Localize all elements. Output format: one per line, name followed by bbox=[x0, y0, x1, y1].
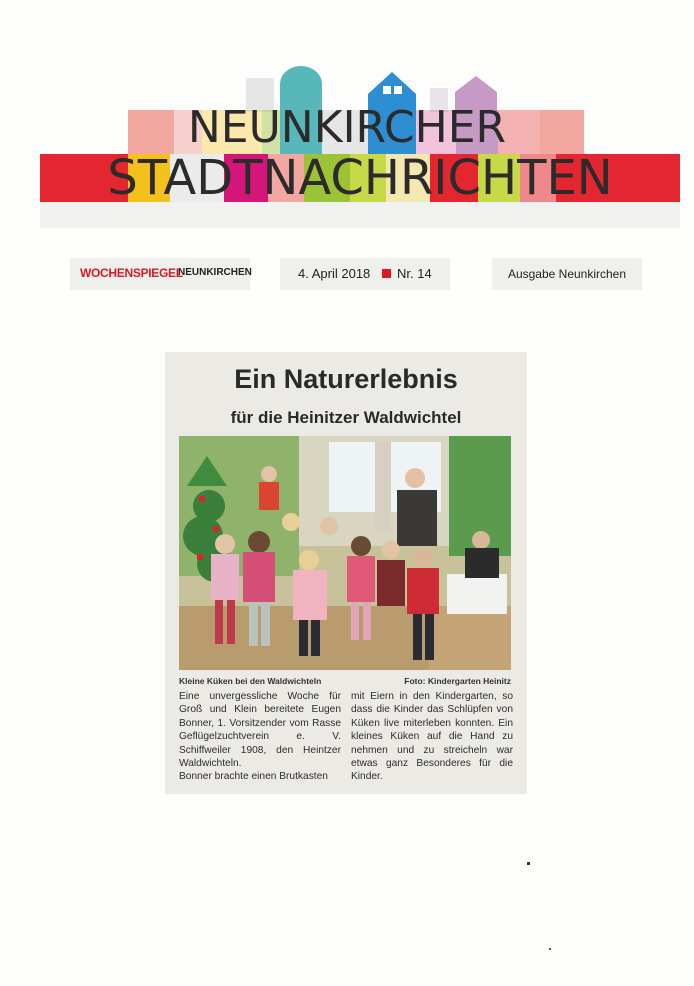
classroom-photo-graphic bbox=[179, 436, 511, 670]
scan-speck bbox=[527, 862, 530, 865]
article-column-2 bbox=[351, 690, 513, 784]
article-photo bbox=[179, 436, 511, 670]
photo-credit: Foto: Kindergarten Heinitz bbox=[404, 676, 511, 686]
date-issue-box bbox=[280, 258, 450, 290]
edition-box bbox=[492, 258, 642, 290]
publication-brand: WOCHENSPIEGEL bbox=[80, 266, 183, 280]
article-paragraph: Bonner brachte einen Brutkasten bbox=[179, 771, 328, 783]
publication-city: NEUNKIRCHEN bbox=[178, 267, 252, 278]
publication-box bbox=[70, 258, 250, 290]
scan-speck bbox=[549, 948, 551, 950]
article-paragraph: Eine unvergessliche Woche für Groß und Klein bereitete Eugen Bonner, 1. Vorsitzender vom Rasse Geflügelzuchtverein e. V. Schiffweiler 1908, den Heintzer Waldwichteln. bbox=[179, 691, 341, 770]
article-title: Ein Naturerlebnis bbox=[234, 364, 458, 394]
masthead-title-line2: STADTNACHRICHTEN bbox=[107, 150, 613, 206]
article-clipping bbox=[165, 352, 527, 794]
article-paragraph: mit Eiern in den Kindergarten, so dass die Kinder das Schlüpfen von Küken live miterleben konnten. Ein kleines Küken auf die Hand zu nehmen und zu streicheln war etwas ganz Besonderes für die Kinder. bbox=[351, 691, 513, 783]
masthead-title-line1: NEUNKIRCHER bbox=[187, 102, 507, 153]
issue-date: 4. April 2018 bbox=[298, 266, 371, 281]
photo-caption: Kleine Küken bei den Waldwichteln bbox=[179, 676, 322, 686]
issue-number: Nr. 14 bbox=[397, 266, 432, 281]
masthead bbox=[0, 0, 694, 240]
article-column-1 bbox=[179, 690, 341, 784]
separator-square-icon bbox=[382, 269, 391, 278]
article-subtitle: für die Heinitzer Waldwichtel bbox=[230, 408, 462, 427]
edition-label: Ausgabe Neunkirchen bbox=[507, 267, 627, 281]
